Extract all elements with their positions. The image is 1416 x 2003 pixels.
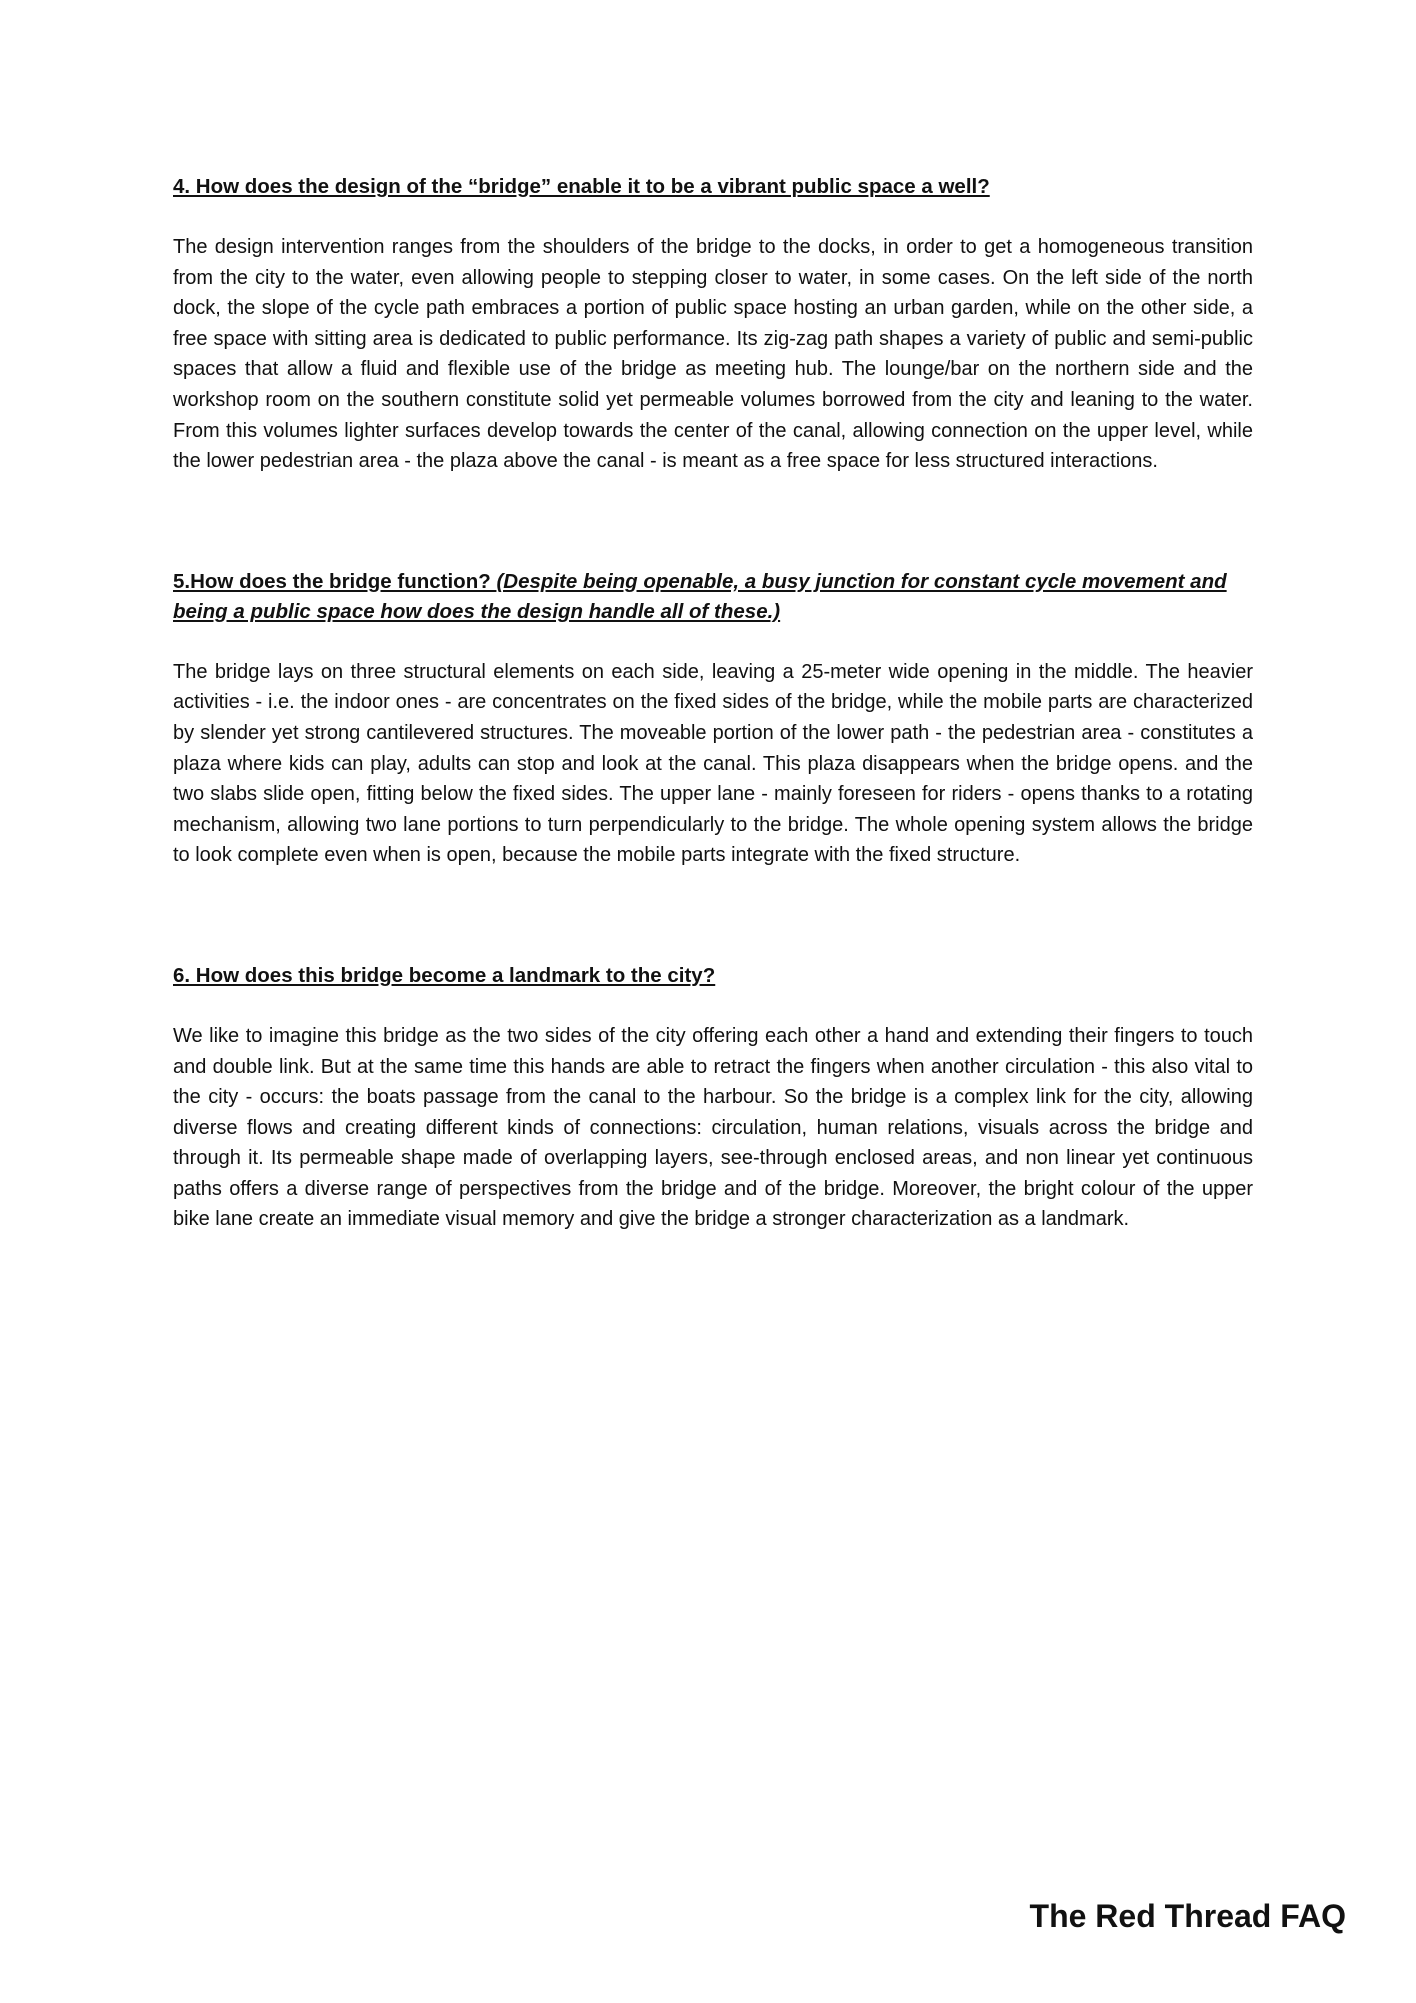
question-5-italic-note: (Despite being openable, a busy junction for constant cycle movement and being a public space how does the design handle all of these.) <box>173 569 1227 623</box>
answer-4-paragraph: The design intervention ranges from the shoulders of the bridge to the docks, in order to get a homogeneous transition from the city to the water, even allowing people to stepping closer to water, in some cases. On the left side of the north dock, the slope of the cycle path embraces a portion of public space hosting an urban garden, while on the other side, a free space with sitting area is dedicated to public performance. Its zig-zag path shapes a variety of public and semi-public spaces that allow a fluid and flexible use of the bridge as meeting hub. The lounge/bar on the northern side and the workshop room on the southern constitute solid yet permeable volumes borrowed from the city and leaning to the water. From this volumes lighter surfaces develop towards the center of the canal, allowing connection on the upper level, while the lower pedestrian area - the plaza above the canal - is meant as a free space for less structured interactions. <box>173 236 1253 473</box>
faq-section-5 <box>173 567 1253 871</box>
faq-section-4 <box>173 172 1253 477</box>
question-4-heading: 4. How does the design of the “bridge” enable it to be a vibrant public space a well? <box>173 175 990 198</box>
question-5-text: 5.How does the bridge function? <box>173 569 497 593</box>
document-page <box>173 172 1253 1235</box>
answer-5-paragraph: The bridge lays on three structural elements on each side, leaving a 25-meter wide opening in the middle. The heavier activities - i.e. the indoor ones - are concentrates on the fixed sides of the bridge, while the mobile parts are characterized by slender yet strong cantilevered structures. The moveable portion of the lower path - the pedestrian area - constitutes a plaza where kids can play, adults can stop and look at the canal. This plaza disappears when the bridge opens. and the two slabs slide open, fitting below the fixed sides. The upper lane - mainly foreseen for riders - opens thanks to a rotating mechanism, allowing two lane portions to turn perpendicularly to the bridge. The whole opening system allows the bridge to look complete even when is open, because the mobile parts integrate with the fixed structure. <box>173 660 1253 867</box>
question-6-heading: 6. How does this bridge become a landmark to the city? <box>173 963 716 987</box>
faq-section-6 <box>173 961 1253 1235</box>
answer-6-paragraph: We like to imagine this bridge as the two sides of the city offering each other a hand and extending their fingers to touch and double link. But at the same time this hands are able to retract the fingers when another circulation - this also vital to the city - occurs: the boats passage from the canal to the harbour. So the bridge is a complex link for the city, allowing diverse flows and creating different kinds of connections: circulation, human relations, visuals across the bridge and through it. Its permeable shape made of overlapping layers, see-through enclosed areas, and non linear yet continuous paths offers a diverse range of perspectives from the bridge and of the bridge. Moreover, the bright colour of the upper bike lane create an immediate visual memory and give the bridge a stronger characterization as a landmark. <box>173 1024 1253 1231</box>
document-footer-title: The Red Thread FAQ <box>1029 1898 1346 1934</box>
question-5-heading <box>173 567 1253 627</box>
